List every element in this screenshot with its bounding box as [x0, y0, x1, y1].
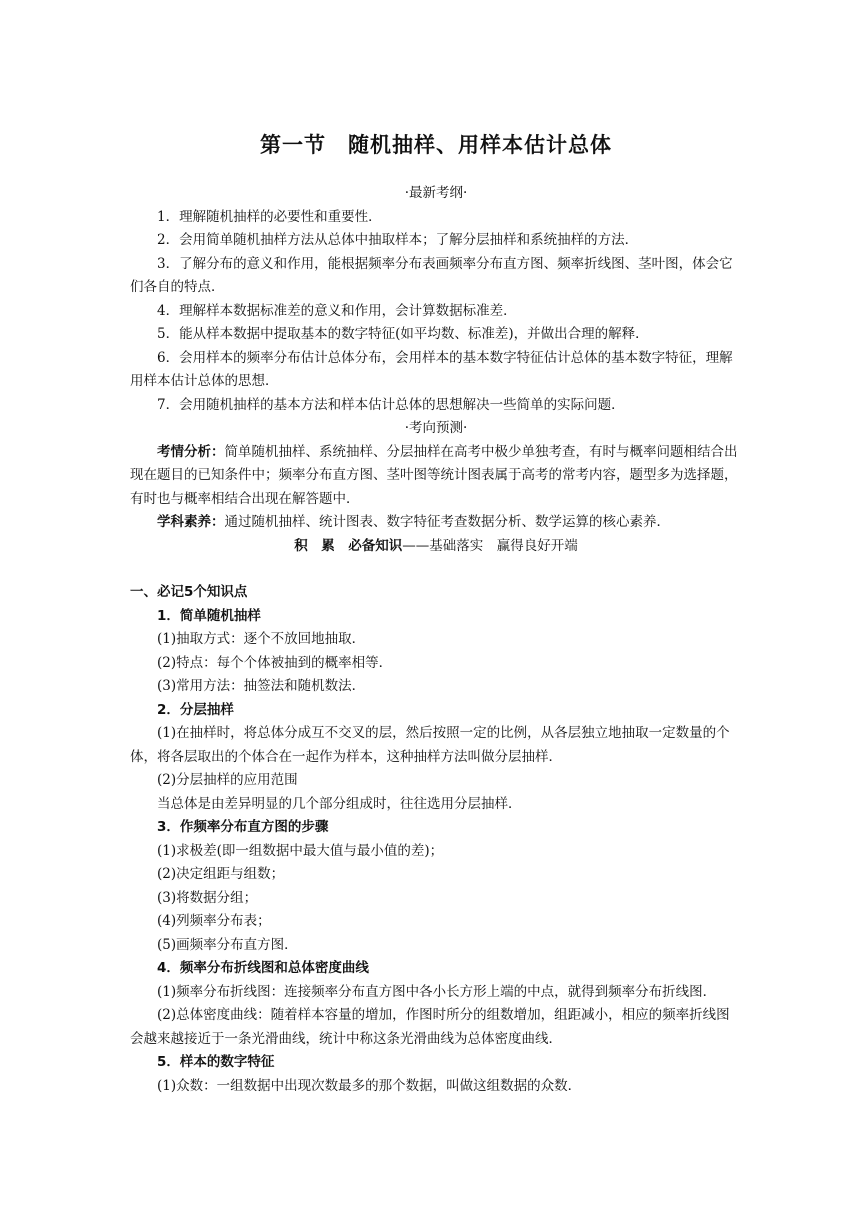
syllabus-item: 6．会用样本的频率分布估计总体分布，会用样本的基本数字特征估计总体的基本数字特征，理解用样本估计总体的思想． — [130, 349, 733, 389]
banner-rest: ——基础落实 赢得良好开端 — [402, 537, 578, 554]
exam-analysis-paragraph — [130, 441, 742, 512]
point-1-title: 1．简单随机抽样 — [157, 607, 261, 624]
point-1-line: (3)常用方法：抽签法和随机数法． — [157, 678, 366, 694]
point-3-line: (5)画频率分布直方图． — [157, 936, 298, 953]
subject-literacy-paragraph — [130, 511, 742, 535]
forecast-heading: ·考向预测· — [404, 420, 468, 436]
syllabus-item: 1．理解随机抽样的必要性和重要性． — [157, 208, 382, 225]
point-3-line: (3)将数据分组； — [157, 889, 258, 906]
syllabus-item: 7．会用随机抽样的基本方法和样本估计总体的思想解决一些简单的实际问题． — [157, 396, 625, 413]
point-5-line: (1)众数：一组数据中出现次数最多的那个数据，叫做这组数据的众数． — [157, 1077, 582, 1094]
point-4-title: 4．频率分布折线图和总体密度曲线 — [157, 960, 369, 976]
point-1-line: (1)抽取方式：逐个不放回地抽取． — [157, 631, 366, 647]
point-3-title: 3．作频率分布直方图的步骤 — [157, 819, 329, 835]
point-4-line: (1)频率分布折线图：连接频率分布直方图中各小长方形上端的中点，就得到频率分布折线图． — [157, 983, 717, 1000]
document-body — [130, 130, 742, 1098]
exam-analysis-text: 简单随机抽样、系统抽样、分层抽样在高考中极少单独考查，有时与概率问题相结合出现在题目的已知条件中；频率分布直方图、茎叶图等统计图表属于高考的常考内容，题型多为选择题，有时也与概率相结合出现在解答题中． — [130, 443, 738, 507]
point-2-line: (2)分层抽样的应用范围 — [157, 772, 298, 788]
point-3-line: (1)求极差(即一组数据中最大值与最小值的差)； — [157, 842, 444, 859]
syllabus-heading: ·最新考纲· — [404, 185, 468, 201]
syllabus-item: 3．了解分布的意义和作用，能根据频率分布表画频率分布直方图、频率折线图、茎叶图，体会它们各自的特点． — [130, 255, 733, 295]
banner-bold: 积 累 必备知识 — [294, 537, 403, 554]
point-1-line: (2)特点：每个个体被抽到的概率相等． — [157, 654, 393, 671]
subject-literacy-text: 通过随机抽样、统计图表、数字特征考查数据分析、数学运算的核心素养． — [224, 514, 670, 530]
page-title: 第一节 随机抽样、用样本估计总体 — [260, 133, 612, 157]
point-4-line: (2)总体密度曲线：随着样本容量的增加，作图时所分的组数增加，组距减小，相应的频率折线图会越来越接近于一条光滑曲线，统计中称这条光滑曲线为总体密度曲线． — [130, 1007, 730, 1047]
syllabus-item: 4．理解样本数据标准差的意义和作用，会计算数据标准差． — [157, 302, 517, 319]
point-5-title: 5．样本的数字特征 — [157, 1054, 275, 1070]
point-3-line: (2)决定组距与组数； — [157, 866, 285, 882]
section-banner — [130, 535, 742, 559]
syllabus-item: 2．会用简单随机抽样方法从总体中抽取样本；了解分层抽样和系统抽样的方法． — [157, 232, 639, 248]
point-2-line: (1)在抽样时，将总体分成互不交叉的层，然后按照一定的比例，从各层独立地抽取一定数量的个体，将各层取出的个体合在一起作为样本，这种抽样方法叫做分层抽样． — [130, 725, 730, 765]
exam-analysis-label: 考情分析： — [157, 443, 225, 460]
syllabus-item: 5．能从样本数据中提取基本的数字特征(如平均数、标准差)，并做出合理的解释． — [157, 326, 649, 342]
point-3-line: (4)列频率分布表； — [157, 913, 271, 929]
point-2-line: 当总体是由差异明显的几个部分组成时，往往选用分层抽样． — [157, 795, 522, 812]
knowledge-section-heading: 一、必记5个知识点 — [130, 584, 248, 600]
point-2-title: 2．分层抽样 — [157, 701, 234, 718]
subject-literacy-label: 学科素养： — [157, 514, 225, 530]
